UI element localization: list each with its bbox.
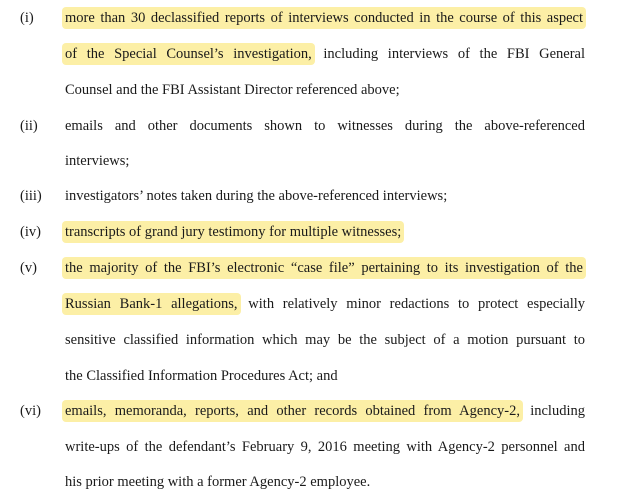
list-item-iv — [0, 219, 624, 245]
item-line — [65, 148, 129, 174]
item-marker: (v) — [20, 260, 37, 276]
item-line — [65, 363, 338, 389]
item-marker: (ii) — [20, 118, 38, 134]
item-line — [65, 77, 400, 103]
plain-text: investigators’ notes taken during the above-referenced interviews; — [65, 188, 448, 204]
list-item-i-continuation — [0, 41, 624, 67]
item-line — [65, 469, 370, 495]
highlighted-text: the majority of the FBI’s electronic “case file” pertaining to its investigation of the — [62, 257, 586, 279]
plain-text: the Classified Information Procedures Act; and — [65, 368, 338, 384]
item-line — [65, 219, 403, 245]
plain-text: his prior meeting with a former Agency-2 employee. — [65, 474, 371, 490]
plain-text: emails and other documents shown to witnesses during the above-referenced — [65, 118, 585, 134]
list-item-ii — [0, 113, 624, 139]
list-item-vi-continuation — [0, 469, 624, 495]
plain-text: with relatively minor redactions to protect especially — [239, 296, 586, 312]
plain-text: sensitive classified information which may be the subject of a motion pursuant to — [65, 332, 585, 348]
item-marker: (vi) — [20, 403, 41, 419]
list-item-iii — [0, 183, 624, 209]
item-marker: (i) — [20, 10, 34, 26]
item-marker: (iii) — [20, 188, 42, 204]
plain-text: including — [521, 403, 585, 419]
item-line — [65, 398, 585, 424]
plain-text: interviews; — [65, 153, 130, 169]
highlighted-text: emails, memoranda, reports, and other records obtained from Agency-2, — [62, 400, 523, 422]
plain-text: including interviews of the FBI General — [313, 46, 585, 62]
item-line — [65, 113, 585, 139]
item-line — [65, 291, 585, 317]
item-line — [65, 434, 585, 460]
item-line — [65, 327, 585, 353]
item-line — [65, 183, 447, 209]
highlighted-text: more than 30 declassified reports of interviews conducted in the course of this aspect — [62, 7, 586, 29]
item-marker: (iv) — [20, 224, 41, 240]
list-item-vi-continuation — [0, 434, 624, 460]
highlighted-text: of the Special Counsel’s investigation, — [62, 43, 315, 65]
plain-text: write-ups of the defendant’s February 9, 2016 meeting with Agency-2 personnel and — [65, 439, 585, 455]
list-item-v-continuation — [0, 327, 624, 353]
highlighted-text: Russian Bank-1 allegations, — [62, 293, 241, 315]
list-item-ii-continuation — [0, 148, 624, 174]
list-item-v — [0, 255, 624, 281]
list-item-i — [0, 5, 624, 31]
item-line — [65, 255, 585, 281]
list-item-v-continuation — [0, 363, 624, 389]
plain-text: Counsel and the FBI Assistant Director referenced above; — [65, 82, 400, 98]
list-item-i-continuation — [0, 77, 624, 103]
highlighted-text: transcripts of grand jury testimony for multiple witnesses; — [62, 221, 404, 243]
list-item-v-continuation — [0, 291, 624, 317]
list-item-vi — [0, 398, 624, 424]
item-line — [65, 41, 585, 67]
item-line — [65, 5, 585, 31]
